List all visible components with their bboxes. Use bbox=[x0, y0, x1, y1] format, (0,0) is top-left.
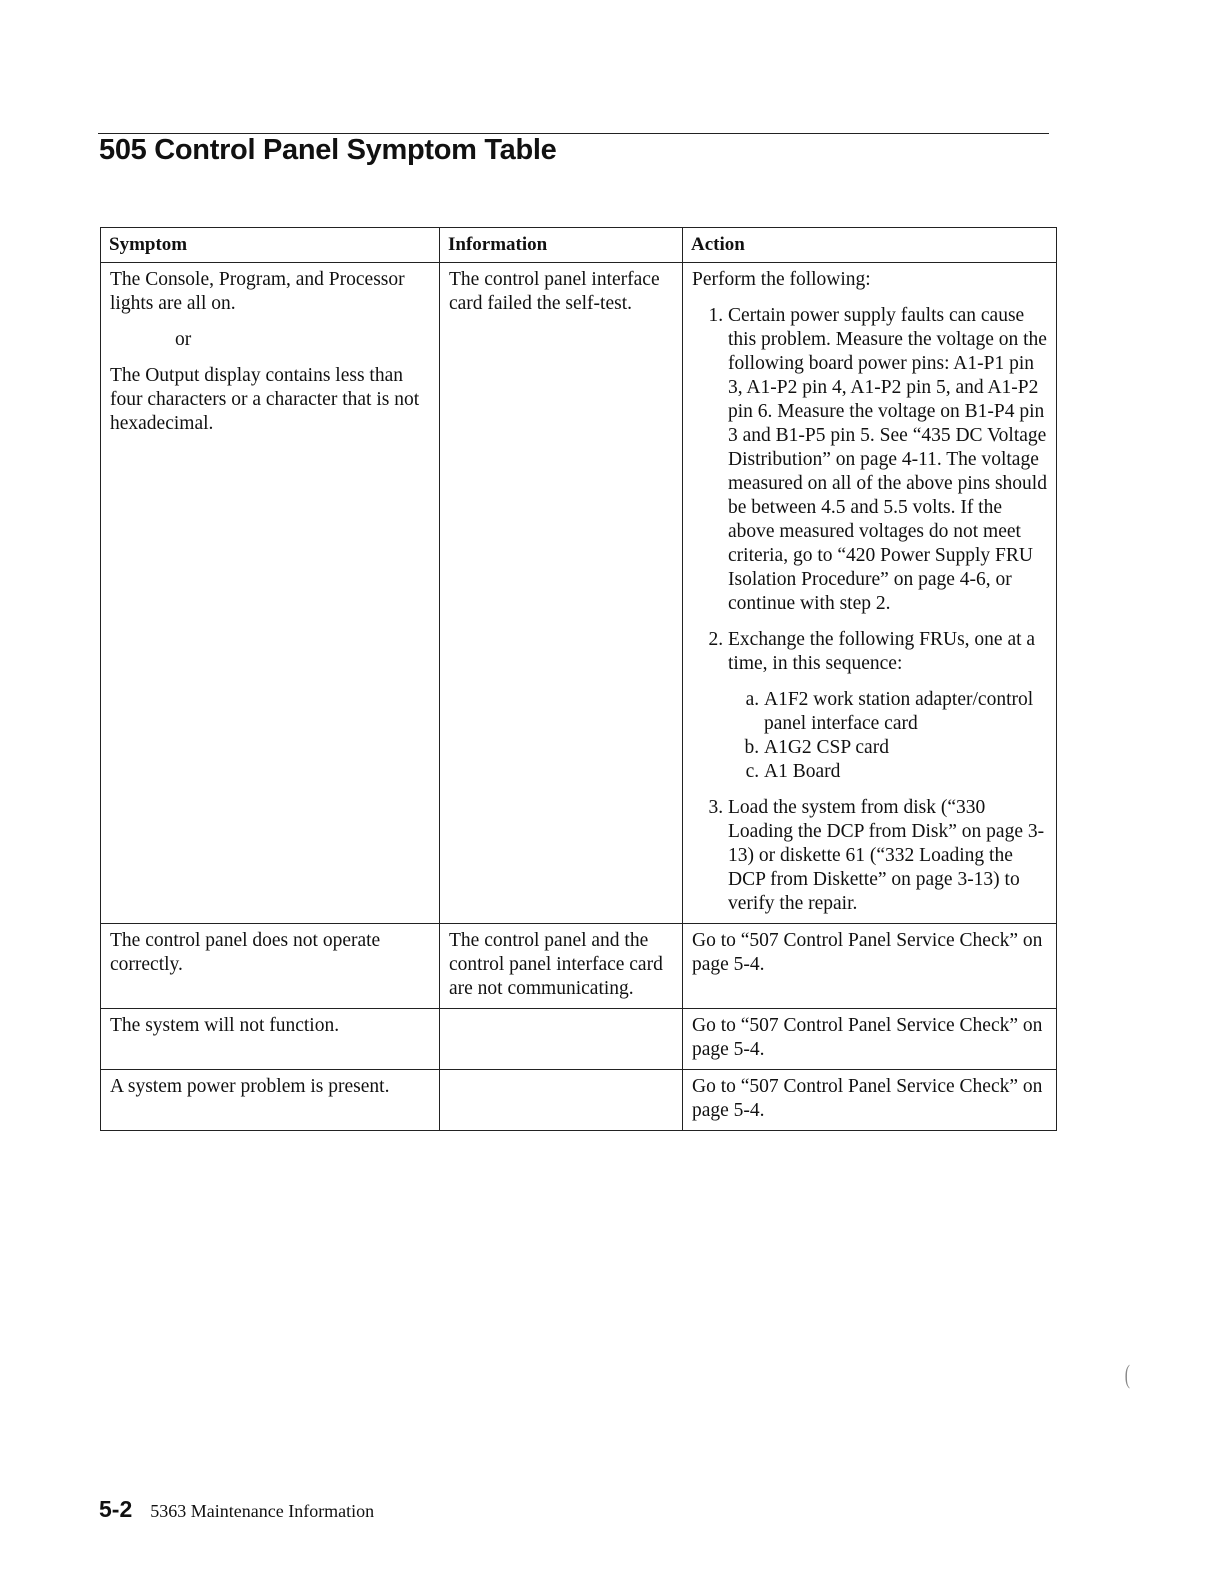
action-cell bbox=[683, 263, 1057, 924]
information-cell bbox=[440, 1070, 683, 1131]
header-symptom: Symptom bbox=[101, 228, 440, 263]
table-row bbox=[101, 924, 1057, 1009]
information-cell bbox=[440, 263, 683, 924]
action-cell: Go to “507 Control Panel Service Check” on page 5-4. bbox=[683, 1070, 1057, 1131]
action-step-text: Exchange the following FRUs, one at a time, in this sequence: bbox=[728, 629, 1036, 674]
table-row bbox=[101, 1070, 1057, 1131]
document-title: 5363 Maintenance Information bbox=[150, 1501, 375, 1521]
action-step bbox=[728, 628, 1048, 784]
table-row bbox=[101, 263, 1057, 924]
information-cell: The control panel and the control panel interface card are not communicating. bbox=[440, 924, 683, 1009]
action-intro: Perform the following: bbox=[692, 269, 871, 290]
table-row bbox=[101, 1009, 1057, 1070]
action-steps bbox=[692, 304, 1048, 916]
action-step: 3. Load the system from disk (“330 Loading the DCP from Disk” on page 3-13) or diskette 61 (“332 Loading the DCP from Diskette” on page 3-13) to verify the repair. bbox=[728, 796, 1048, 916]
information-text: The control panel interface card failed the self-test. bbox=[449, 269, 660, 314]
header-information: Information bbox=[440, 228, 683, 263]
symptom-cell: The control panel does not operate correctly. bbox=[101, 924, 440, 1009]
symptom-table bbox=[100, 227, 1057, 1131]
action-step: 1. Certain power supply faults can cause this problem. Measure the voltage on the following board power pins: A1-P1 pin 3, A1-P2 pin 4, A1-P2 pin 5, and A1-P2 pin 6. Measure the voltage on B1-P4 pin 3 and B1-P5 pin 5. See “435 DC Voltage Distribution” on page 4-11. The voltage measured on all of the above pins should be between 4.5 and 5.5 volts. If the above measured voltages do not meet criteria, go to “420 Power Supply FRU Isolation Procedure” on page 4-6, or continue with step 2. bbox=[728, 304, 1048, 616]
margin-mark: ( bbox=[1124, 1360, 1130, 1389]
symptom-text: The Console, Program, and Processor lights are all on. bbox=[110, 269, 405, 314]
symptom-text: The Output display contains less than four characters or a character that is not hexadecimal. bbox=[110, 365, 420, 434]
symptom-cell bbox=[101, 263, 440, 924]
page-footer bbox=[99, 1496, 374, 1523]
information-cell bbox=[440, 1009, 683, 1070]
page-number: 5-2 bbox=[99, 1496, 133, 1522]
fru-item: c. A1 Board bbox=[764, 760, 1048, 784]
fru-item: a. A1F2 work station adapter/control panel interface card bbox=[764, 688, 1048, 736]
action-cell: Go to “507 Control Panel Service Check” on page 5-4. bbox=[683, 1009, 1057, 1070]
header-action: Action bbox=[683, 228, 1057, 263]
table-header-row bbox=[101, 228, 1057, 263]
section-title: 505 Control Panel Symptom Table bbox=[99, 134, 557, 166]
fru-item: b. A1G2 CSP card bbox=[764, 736, 1048, 760]
symptom-or: or bbox=[175, 329, 192, 350]
symptom-cell: A system power problem is present. bbox=[101, 1070, 440, 1131]
action-cell: Go to “507 Control Panel Service Check” on page 5-4. bbox=[683, 924, 1057, 1009]
fru-list bbox=[728, 688, 1048, 784]
symptom-cell: The system will not function. bbox=[101, 1009, 440, 1070]
